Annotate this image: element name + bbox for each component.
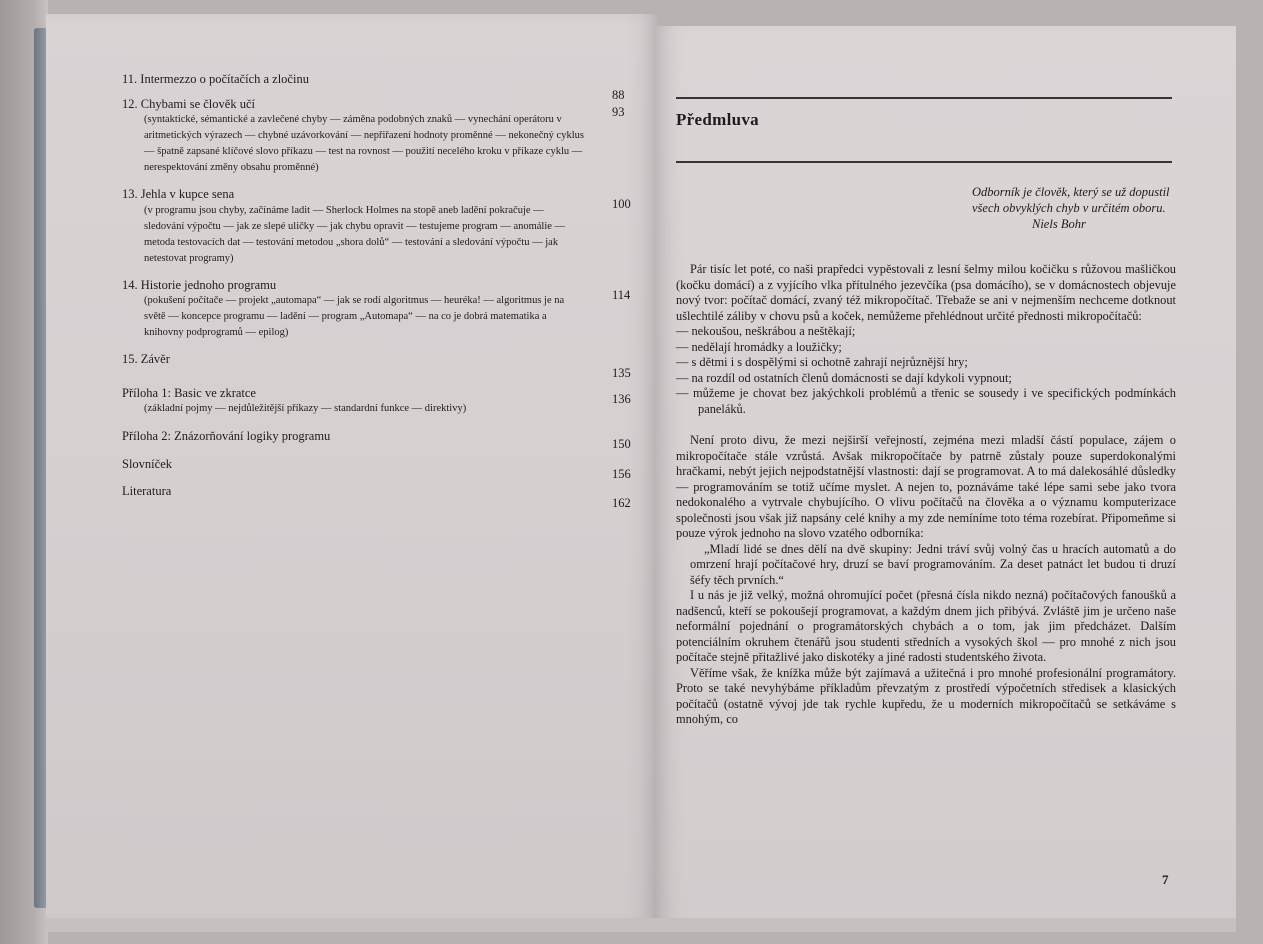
toc-subtopics: (základní pojmy — nejdůležitější příkazy — standardní funkce — direktivy): [144, 403, 467, 415]
toc-entry: [122, 187, 647, 266]
toc-entry: [122, 456, 647, 481]
preface-text: [676, 262, 1176, 728]
toc-title: Literatura: [122, 484, 172, 499]
toc-title: 12. Chybami se člověk učí: [122, 96, 255, 111]
epigraph: [972, 184, 1182, 232]
toc-page: 114: [612, 287, 631, 302]
paragraph: Pár tisíc let poté, co naši prapředci vypěstovali z lesní šelmy milou kočičku s růžovou mašličkou (kočku domácí) a z vyjícího vlka přítulného jezevčíka (psa domácího), se v domácnostech objevuje nový tvor: počítač domácí, zvaný též mikropočítač. Třebaže se ani v nejmenším nechceme dotknout ušlechtilé záliby v chovu psů a koček, nemůžeme přehlédnout určité přednosti mikropočítačů:: [676, 262, 1176, 323]
toc-entry: [122, 484, 647, 511]
toc-entry: [122, 72, 647, 102]
list-item: — na rozdíl od ostatních členů domácnosti se dají kdykoli vypnout;: [676, 370, 1012, 385]
toc-entry: [122, 97, 647, 176]
toc-title: 13. Jehla v kupce sena: [122, 187, 235, 202]
top-rule: [676, 97, 1172, 99]
advantages-list: [676, 324, 1176, 417]
list-item: — s dětmi i s dospělými si ochotně zahrají nejrůznější hry;: [676, 355, 968, 369]
quotation: „Mladí lidé se dnes dělí na dvě skupiny: Jedni tráví svůj volný čas u hracích automatů a do omrzení hrají počítačové hry, druzí se baví programováním. Za deset patnáct let budou ti druzí šéfy těch prvních.“: [690, 541, 1176, 587]
toc-entry: [122, 429, 647, 452]
page-number: 7: [1162, 872, 1169, 887]
table-of-contents: [122, 72, 647, 511]
toc-title: 15. Závěr: [122, 351, 170, 366]
toc-page: 88: [612, 88, 625, 102]
toc-subtopics: (v programu jsou chyby, začínáme ladit — Sherlock Holmes na stopě aneb ladění pokračuje — sledování výpočtu — jak ze slepé uličky — jak chybu opravit — testujeme program — anomálie — metoda testovacích dat — testování metodou „shora dolů“ — testování a sledování výpočtu — jak netestovat programy): [144, 204, 566, 264]
toc-title: Slovníček: [122, 456, 172, 471]
toc-title: Příloha 1: Basic ve zkratce: [122, 385, 256, 400]
toc-page: 93: [612, 104, 625, 119]
toc-page: 150: [612, 437, 631, 452]
toc-page: 135: [612, 365, 631, 380]
epigraph-text: Odborník je člověk, který se už dopustil všech obvyklých chyb v určitém oboru.: [972, 185, 1170, 215]
toc-title: 11. Intermezzo o počítačích a zločinu: [122, 72, 309, 86]
toc-page: 100: [612, 197, 631, 212]
paragraph: Věříme však, že knížka může být zajímavá a užitečná i pro mnohé profesionální programátory. Proto se také nevyhýbáme příkladům převzatým z prostředí výpočetních středisek a klasických počítačů (ostatně vývoj jde tak rychle kupředu, že u moderních mikropočítačů se setkáváme s mnohým, co: [676, 665, 1176, 726]
epigraph-author: Niels Bohr: [1032, 217, 1086, 231]
paragraph: I u nás je již velký, možná ohromující počet (přesná čísla nikdo nezná) počítačových fanoušků a nadšenců, kteří se pokoušejí programovat, a každým dnem jich přibývá. Zvláště jim je určeno naše neformální pojednání o programátorských chybách a o tom, jak jim předcházet. Dalším potenciálním okruhem čtenářů jsou studenti středních a vysokých škol — pro mnohé z nich jsou počítače stejně přitažlivé jako diskotéky a jiné radosti studentského života.: [676, 588, 1176, 664]
toc-page: 156: [612, 466, 631, 481]
list-item: — nekoušou, neškrábou a neštěkají;: [676, 324, 856, 338]
toc-page: 136: [612, 391, 631, 406]
paragraph: Není proto divu, že mezi nejširší veřejností, zejména mezi mladší částí populace, zájem o mikropočítače stále vzrůstá. Avšak mikropočítače by patrně zůstaly pouze superdokonalými hračkami, nebýt jejich nejpodstatnější vlastnosti: dají se programovat. A to má dalekosáhlé důsledky — programováním se totiž učíme myslet. A nejen to, poznáváme také lépe sami sebe jako tvora nedokonalého a vytrvale chybujícího. O vlivu počítačů na člověka a o významu komputerizace společnosti jsou však již napsány celé knihy a my zde nemíníme toto téma rozebírat. Připomeňme si pouze výrok jednoho na slovo vzatého odborníka:: [676, 433, 1176, 540]
toc-title: 14. Historie jednoho programu: [122, 277, 277, 292]
toc-page: 162: [612, 496, 631, 511]
bottom-rule: [676, 161, 1172, 163]
toc-subtopics: (pokušení počítače — projekt „automapa“ — jak se rodí algoritmus — heuréka! — algoritmus je na světě — koncepce programu — ladění — program „Automapa“ — na co je dobrá matematika a knihovny podprogramů — epilog): [144, 295, 565, 339]
toc-subtopics: (syntaktické, sémantické a zavlečené chyby — záměna podobných znaků — vynechání operátoru v aritmetických výrazech — chybné uzávorkování — nepřiřazení hodnoty proměnné — nekonečný cyklus — špatně zapsané klíčové slovo příkazu — test na rovnost — použití necelého kroku v příkaze cyklu — nerespektování změny obsahu proměnné): [144, 114, 584, 174]
toc-entry: [122, 386, 647, 418]
page-bottom-edge: [46, 918, 1236, 932]
chapter-heading: Předmluva: [676, 110, 759, 129]
list-item: — nedělají hromádky a loužičky;: [676, 339, 842, 354]
toc-title: Příloha 2: Znázorňování logiky programu: [122, 429, 331, 444]
toc-entry: [122, 351, 647, 380]
list-item: — můžeme je chovat bez jakýchkoli problémů a třenic se sousedy i ve specifických podmínkách paneláků.: [676, 386, 1176, 416]
toc-entry: [122, 278, 647, 341]
